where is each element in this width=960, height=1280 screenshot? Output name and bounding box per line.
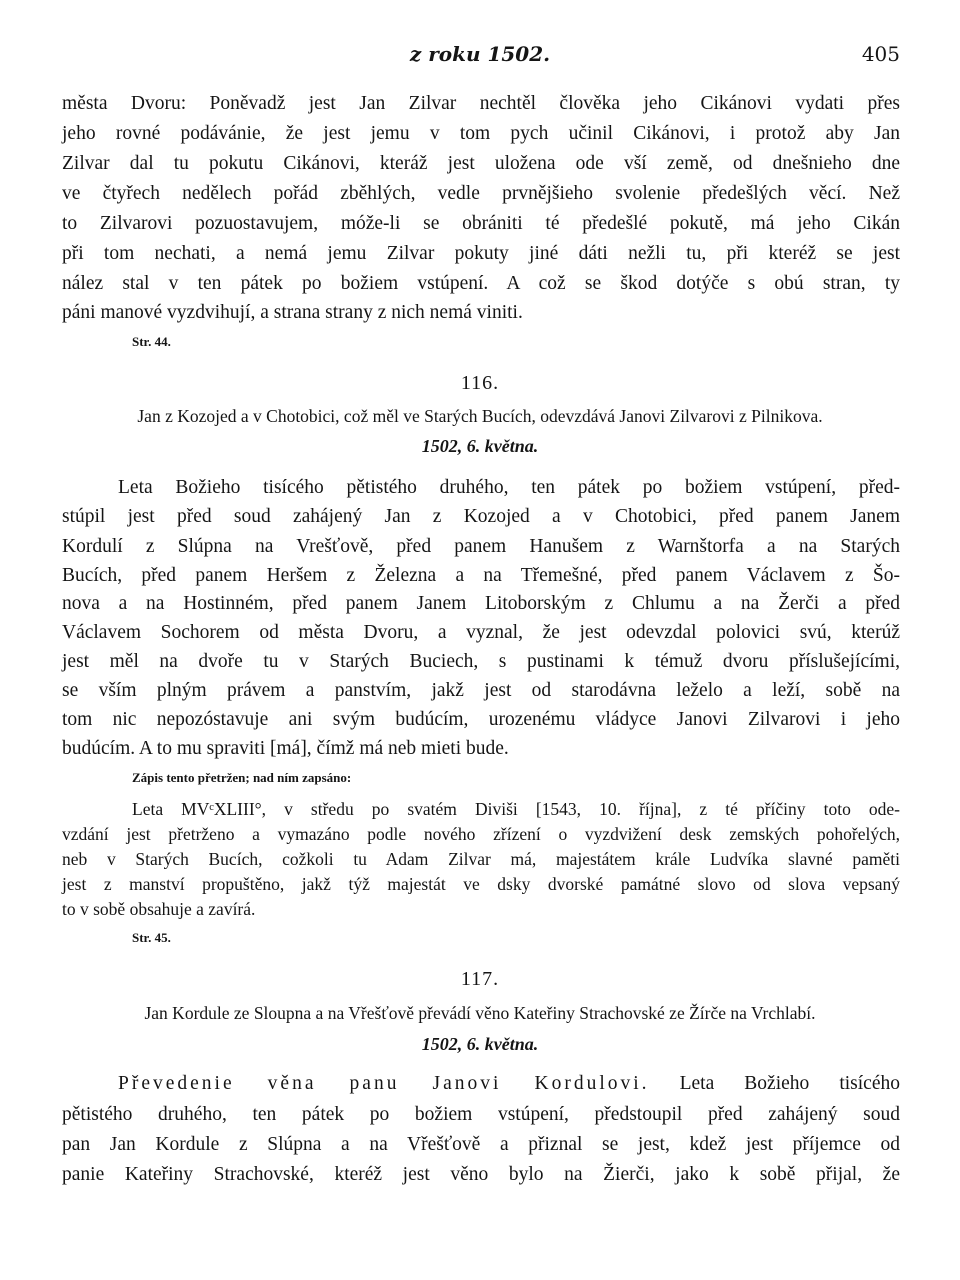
text-line: jeho rovné podávánie, že jest jemu v tom pych učinil Cikánovi, i protož aby Jan — [62, 123, 900, 144]
text-line — [118, 1070, 900, 1098]
text-line: se vším plným právem a panstvím, jakž jest od starodávna leželo a leží, sobě na — [62, 680, 900, 701]
text-line: Bucích, před panem Heršem z Železna a na Třemešné, před panem Václavem z Šo- — [62, 565, 900, 586]
note-line: to v sobě obsahuje a zavírá. — [62, 899, 256, 919]
text-line: Kordulí z Slúpna na Vrešťově, před panem Hanušem z Warnštorfa a na Starých — [62, 536, 900, 557]
note-label: Zápis tento přetržen; nad ním zapsáno: — [132, 770, 352, 785]
text-line: nova a na Hostinném, před panem Janem Litoborským z Chlumu a na Žerči a před — [62, 593, 900, 614]
document-title-spaced: Převedenie věna panu Janovi Kordulovi. — [118, 1073, 650, 1094]
note-line: jest z manství propuštěno, jakž týž majestát ve dsky dvorské památné slovo od slova vepsaný — [62, 874, 900, 894]
page-reference: Str. 44. — [132, 334, 171, 349]
text-line: tom nic nepozóstavuje ani svým budúcím, urozenému vládyce Janovi Zilvarovi i jeho — [62, 709, 900, 730]
text-line: pan Jan Kordule z Slúpna a na Vřešťově a přiznal se jest, kdež jest příjemce od — [62, 1134, 900, 1155]
text-line: panie Kateřiny Strachovské, kteréž jest věno bylo na Žierči, jako k sobě přijal, že — [62, 1164, 900, 1185]
note-line: neb v Starých Bucích, cožkoli tu Adam Zilvar má, majestátem krále Ludvíka slavné paměti — [62, 849, 900, 869]
note-line: vzdání jest přetrženo a vymazáno podle nového zřízení o vyzdvižení desk zemských pohořelých, — [62, 824, 900, 844]
text-line: Leta Božieho tisícého pětistého druhého, ten pátek po božiem vstúpení, před- — [118, 477, 900, 498]
document-date: 1502, 6. května. — [421, 1034, 539, 1054]
document-date: 1502, 6. května. — [421, 436, 539, 456]
text-line: města Dvoru: Poněvadž jest Jan Zilvar nechtěl člověka jeho Cikánovi vydati přes — [62, 93, 900, 114]
note-line: Leta MVᶜXLIII°, v středu po svatém Diviši [1543, 10. října], z té příčiny toto ode- — [132, 799, 900, 819]
document-heading: Jan Kordule ze Sloupna a na Vřešťově převádí věno Kateřiny Strachovské ze Žírče na Vrchlabí. — [144, 1003, 816, 1023]
document-heading: Jan z Kozojed a v Chotobici, což měl ve Starých Bucích, odevzdává Janovi Zilvarovi z Pilnikova. — [137, 406, 823, 426]
text-line: jest měl na dvoře tu v Starých Buciech, s pustinami k témuž dvoru příslušejícími, — [62, 651, 900, 672]
text-line-rest: Leta Božieho tisícého — [679, 1073, 900, 1094]
document-number: 117. — [460, 968, 500, 990]
text-line: to Zilvarovi pozuostavujem, móže-li se obrániti té předešlé pokutě, má jeho Cikán — [62, 213, 900, 234]
text-line: budúcím. A to mu spraviti [má], čímž má neb mieti bude. — [62, 738, 509, 759]
text-line: pětistého druhého, ten pátek po božiem vstúpení, předstoupil před zahájený soud — [62, 1104, 900, 1125]
text-line: Václavem Sochorem od města Dvoru, a vyznal, že jest odevzdal polovici svú, kterúž — [62, 622, 900, 643]
document-number: 116. — [460, 372, 500, 394]
text-line: nález stal v ten pátek po božiem vstúpení. A což se škod dotýče s obú stran, ty — [62, 273, 900, 294]
text-line: ve čtyřech nedělech pořád zběhlých, vedle prvnějšieho svolenie předešlých věcí. Než — [62, 183, 900, 204]
text-line: Zilvar dal tu pokutu Cikánovi, kteráž jest uložena ode vší země, od dnešnieho dne — [62, 153, 900, 174]
text-line: páni manové vyzdvihují, a strana strany z nich nemá viniti. — [62, 302, 523, 323]
page-reference: Str. 45. — [132, 930, 171, 945]
running-head — [60, 40, 900, 72]
text-line: při tom nechati, a nemá jemu Zilvar pokuty jiné dáti nežli tu, při kteréž se jest — [62, 243, 900, 264]
running-head-title: z roku 1502. — [409, 42, 551, 66]
page-number: 405 — [861, 42, 900, 66]
text-line: stúpil jest před soud zahájený Jan z Kozojed a v Chotobici, před panem Janem — [62, 506, 900, 527]
